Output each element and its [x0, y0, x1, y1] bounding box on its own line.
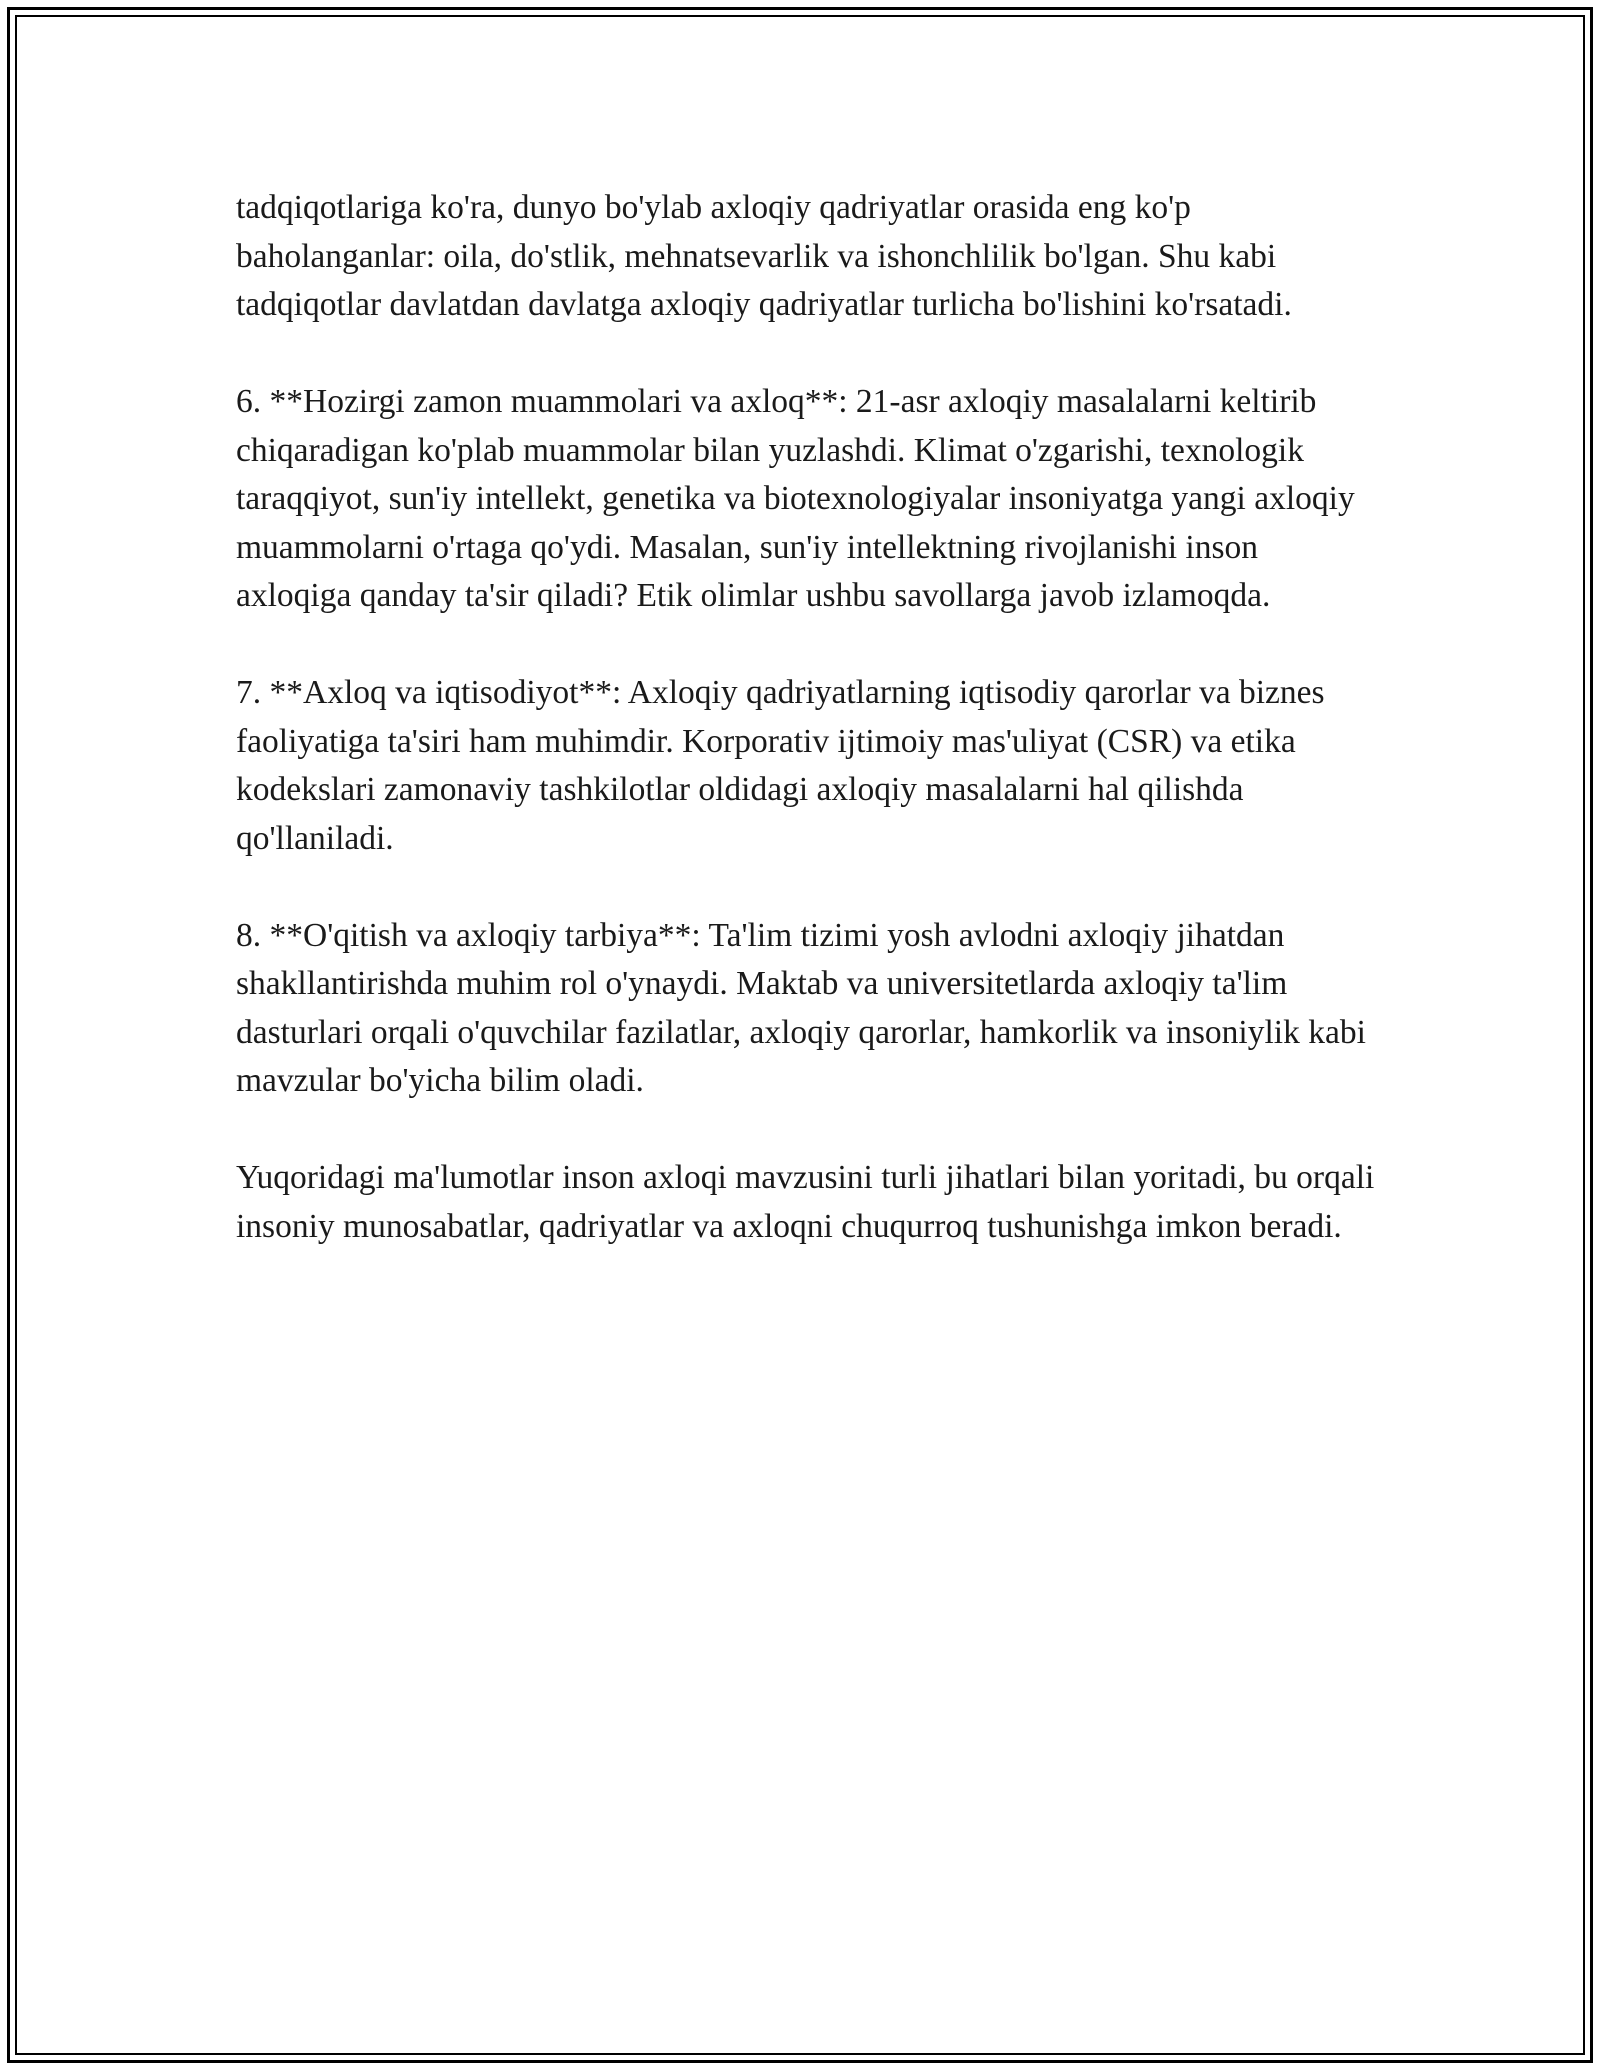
paragraph-survey-values: tadqiqotlariga ko'ra, dunyo bo'ylab axloqiy qadriyatlar orasida eng ko'p baholanganlar: oila, do'stlik, mehnatsevarlik va ishonchlilik bo'lgan. Shu kabi tadqiqotlar davlatdan davlatga axloqiy qadriyatlar turlicha bo'lishini ko'rsatadi. — [236, 189, 1292, 323]
paragraph-ethics-economy: 7. **Axloq va iqtisodiyot**: Axloqiy qadriyatlarning iqtisodiy qarorlar va biznes faoliyatiga ta'siri ham muhimdir. Korporativ ijtimoiy mas'uliyat (CSR) va etika kodekslari zamonaviy tashkilotlar oldidagi axloqiy masalalarni hal qilishda qo'llaniladi. — [236, 674, 1325, 857]
paragraph-conclusion: Yuqoridagi ma'lumotlar inson axloqi mavzusini turli jihatlari bilan yoritadi, bu orqali insoniy munosabatlar, qadriyatlar va axloqni chuqurroq tushunishga imkon beradi. — [236, 1159, 1375, 1245]
paragraph-modern-problems: 6. **Hozirgi zamon muammolari va axloq**: 21-asr axloqiy masalalarni keltirib chiqaradigan ko'plab muammolar bilan yuzlashdi. Klimat o'zgarishi, texnologik taraqqiyot, sun'iy intellekt, genetika va biotexnologiyalar insoniyatga yangi axloqiy muammolarni o'rtaga qo'ydi. Masalan, sun'iy intellektning rivojlanishi inson axloqiga qanday ta'sir qiladi? Etik olimlar ushbu savollarga javob izlamoqda. — [236, 383, 1355, 614]
document-body — [236, 184, 1376, 1300]
paragraph-education: 8. **O'qitish va axloqiy tarbiya**: Ta'lim tizimi yosh avlodni axloqiy jihatdan shakllantirishda muhim rol o'ynaydi. Maktab va universitetlarda axloqiy ta'lim dasturlari orqali o'quvchilar fazilatlar, axloqiy qarorlar, hamkorlik va insoniylik kabi mavzular bo'yicha bilim oladi. — [236, 916, 1366, 1099]
